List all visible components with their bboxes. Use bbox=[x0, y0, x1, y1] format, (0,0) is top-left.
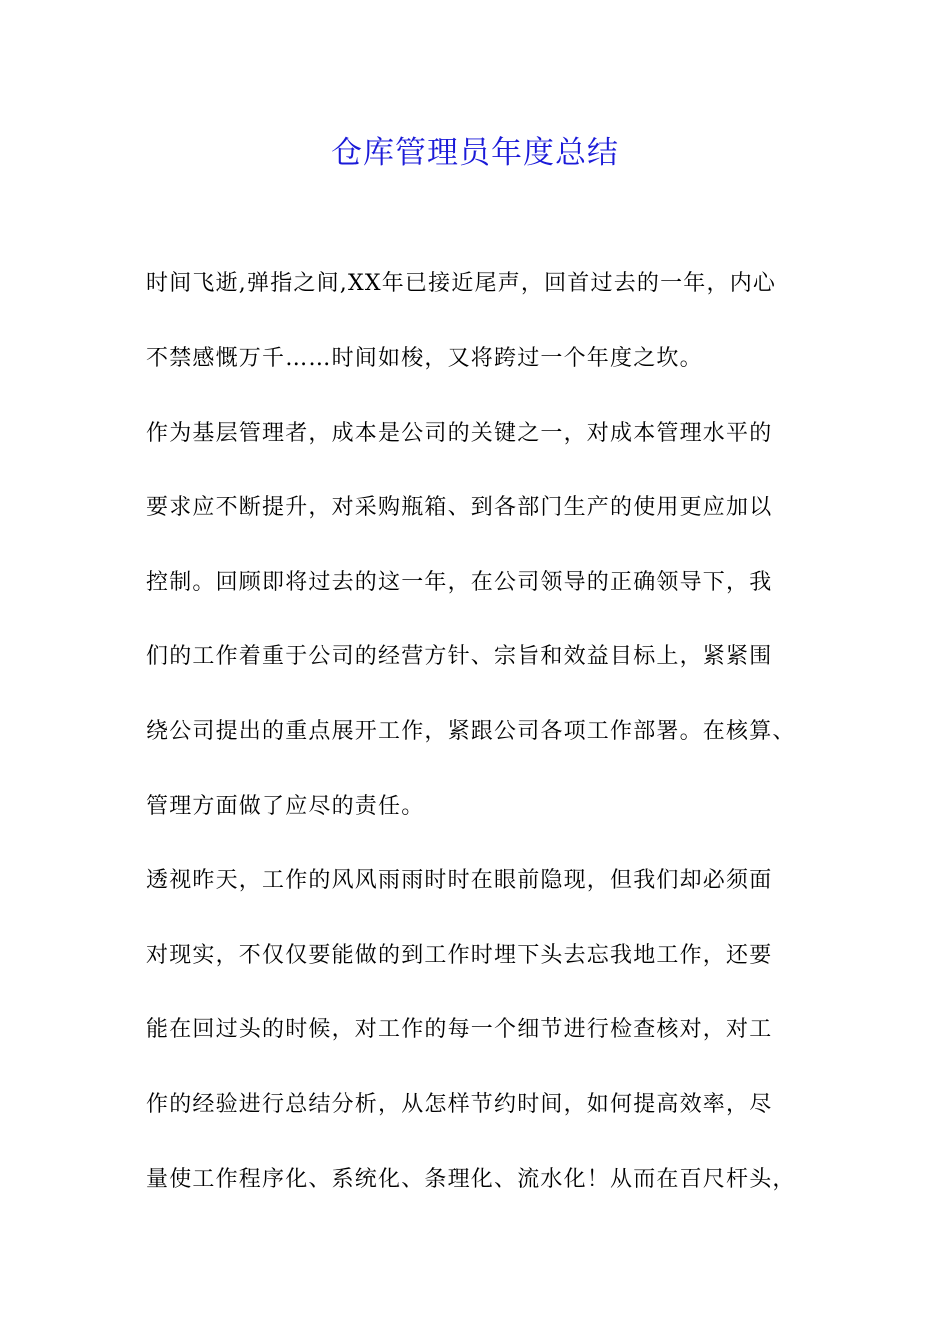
document-title: 仓库管理员年度总结 bbox=[331, 135, 619, 171]
body-line-12: 作的经验进行总结分析，从怎样节约时间，如何提高效率，尽 bbox=[146, 1092, 773, 1117]
body-line-7: 绕公司提出的重点展开工作，紧跟公司各项工作部署。在核算、 bbox=[146, 719, 796, 744]
body-line-10: 对现实，不仅仅要能做的到工作时埋下头去忘我地工作，还要 bbox=[146, 943, 773, 968]
body-line-5: 控制。回顾即将过去的这一年，在公司领导的正确领导下，我 bbox=[146, 570, 773, 595]
body-line-9: 透视昨天，工作的风风雨雨时时在眼前隐现，但我们却必须面 bbox=[146, 868, 773, 893]
body-line-13: 量使工作程序化、系统化、条理化、流水化！从而在百尺杆头， bbox=[146, 1167, 796, 1192]
body-line-3: 作为基层管理者，成本是公司的关键之一，对成本管理水平的 bbox=[146, 421, 773, 446]
body-line-6: 们的工作着重于公司的经营方针、宗旨和效益目标上，紧紧围 bbox=[146, 644, 773, 669]
body-line-2: 不禁感慨万千……时间如梭，又将跨过一个年度之坎。 bbox=[146, 346, 703, 371]
body-line-8: 管理方面做了应尽的责任。 bbox=[146, 794, 425, 819]
body-line-11: 能在回过头的时候，对工作的每一个细节进行检查核对，对工 bbox=[146, 1017, 773, 1042]
body-line-4: 要求应不断提升，对采购瓶箱、到各部门生产的使用更应加以 bbox=[146, 495, 773, 520]
body-line-1: 时间飞逝,弹指之间,XX年已接近尾声，回首过去的一年，内心 bbox=[146, 271, 777, 296]
